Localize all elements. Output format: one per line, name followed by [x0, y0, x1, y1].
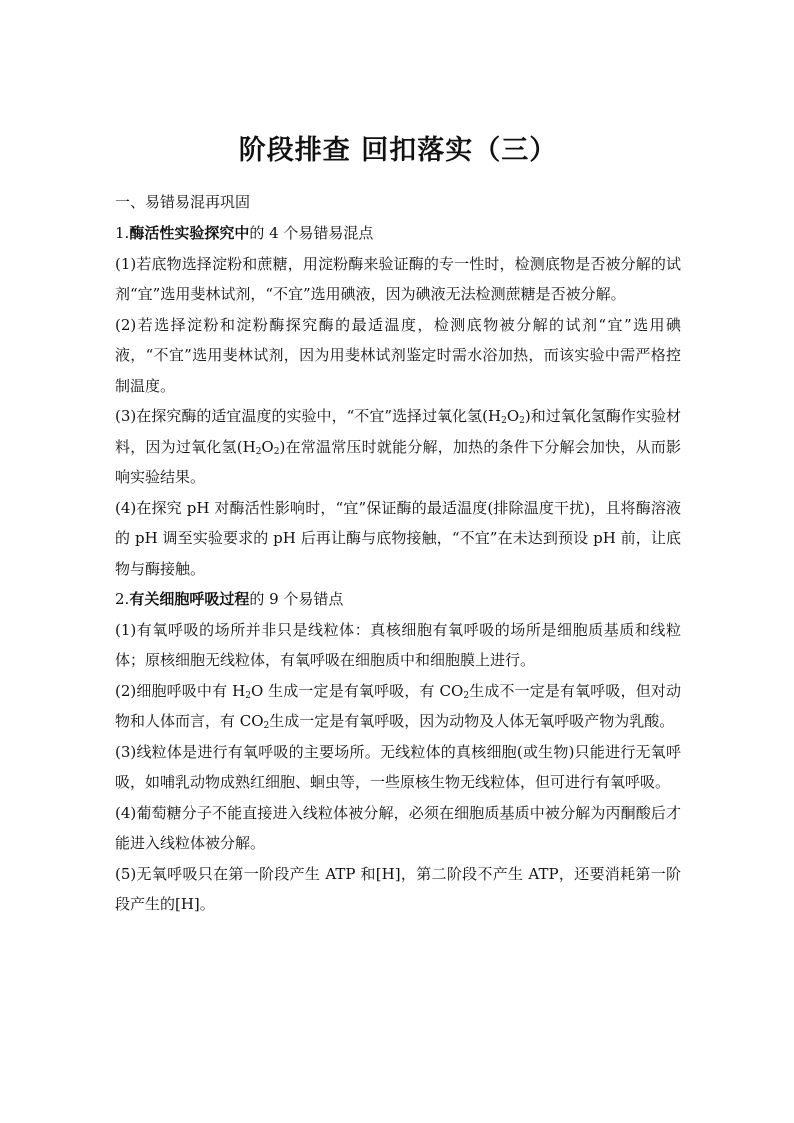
group-heading-2: [115, 584, 681, 615]
heading-number: 2.: [115, 590, 130, 608]
paragraph-1-4: (4)在探究 pH 对酶活性影响时，“宜”保证酶的最适温度(排除温度干扰)，且将酶溶液的 pH 调至实验要求的 pH 后再让酶与底物接触，“不宜”在未达到预设 pH 前，让底物与酶接触。: [115, 498, 681, 578]
heading-suffix: 的 4 个易错易混点: [249, 224, 374, 242]
paragraph-2-5: (5)无氧呼吸只在第一阶段产生 ATP 和[H]，第二阶段不产生 ATP，还要消耗第一阶段产生的[H]。: [115, 864, 681, 913]
paragraph-1-2: (2)若选择淀粉和淀粉酶探究酶的最适温度，检测底物被分解的试剂“宜”选用碘液，“不宜”选用斐林试剂，因为用斐林试剂鉴定时需水浴加热，而该实验中需严格控制温度。: [115, 315, 681, 395]
paragraph-2-1: (1)有氧呼吸的场所并非只是线粒体：真核细胞有氧呼吸的场所是细胞质基质和线粒体；原核细胞无线粒体，有氧呼吸在细胞质中和细胞膜上进行。: [115, 620, 681, 669]
paragraph-1-3: (3)在探究酶的适宜温度的实验中，“不宜”选择过氧化氢$(H_2O_2)$和过氧化氢酶作实验材料，因为过氧化氢$(H_2O_2)$在常温常压时就能分解，加热的条件下分解会加快，从而影响实验结果。: [115, 407, 681, 486]
page-title: 阶段排查 回扣落实（三）: [238, 135, 558, 166]
section-heading: 一、易错易混再巩固: [115, 193, 251, 211]
heading-number: 1.: [115, 224, 130, 242]
paragraph-1-1: (1)若底物选择淀粉和蔗糖，用淀粉酶来验证酶的专一性时，检测底物是否被分解的试剂“宜”选用斐林试剂，“不宜”选用碘液，因为碘液无法检测蔗糖是否被分解。: [115, 254, 681, 303]
paragraph-2-3: (3)线粒体是进行有氧呼吸的主要场所。无线粒体的真核细胞(或生物)只能进行无氧呼吸，如哺乳动物成熟红细胞、蛔虫等，一些原核生物无线粒体，但可进行有氧呼吸。: [115, 742, 681, 791]
paragraph-2-2: (2)细胞呼吸中有 $H_2O$ 生成一定是有氧呼吸，有 $CO_2$生成不一定是有氧呼吸，但对动物和人体而言，有 $CO_2$生成一定是有氧呼吸，因为动物及人体无氧呼吸产物为乳酸。: [115, 681, 681, 731]
paragraph-2-4: (4)葡萄糖分子不能直接进入线粒体被分解，必须在细胞质基质中被分解为丙酮酸后才能进入线粒体被分解。: [115, 803, 681, 852]
heading-bold-text: 有关细胞呼吸过程: [129, 590, 250, 608]
group-heading-1: [115, 218, 681, 249]
heading-suffix: 的 9 个易错点: [249, 590, 344, 608]
document-body: [115, 218, 681, 920]
heading-bold-text: 酶活性实验探究中: [129, 224, 250, 242]
